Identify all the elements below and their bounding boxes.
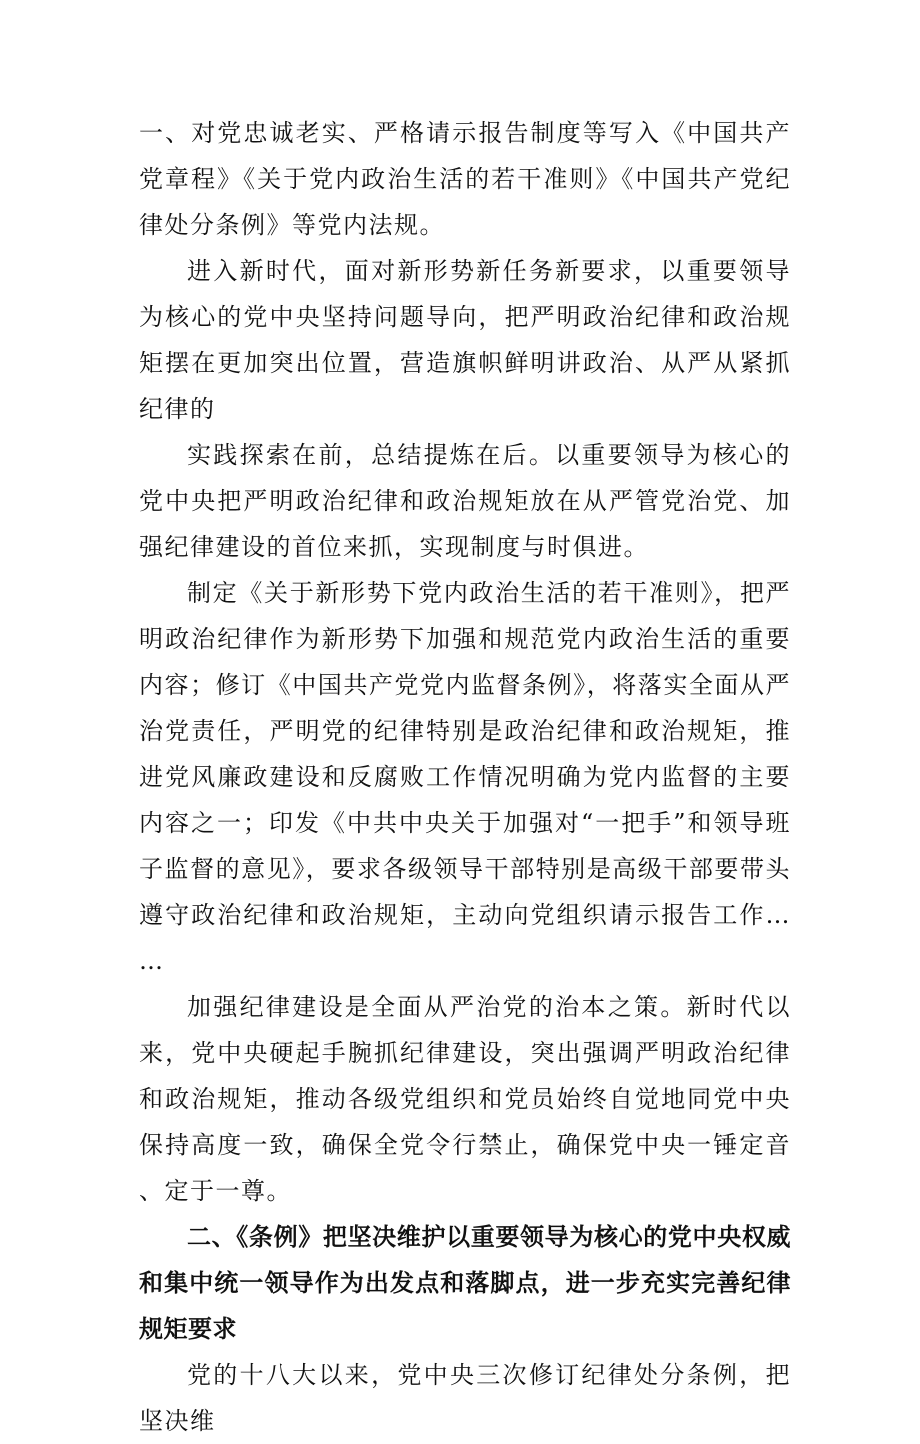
document-body [139, 110, 791, 1444]
paragraph-1: 一、对党忠诚老实、严格请示报告制度等写入《中国共产党章程》《关于党内政治生活的若干准则》《中国共产党纪律处分条例》等党内法规。 [139, 119, 791, 239]
paragraph-3: 实践探索在前，总结提炼在后。以重要领导为核心的党中央把严明政治纪律和政治规矩放在从严管党治党、加强纪律建设的首位来抓，实现制度与时俱进。 [139, 441, 791, 561]
paragraph-2: 进入新时代，面对新形势新任务新要求，以重要领导为核心的党中央坚持问题导向，把严明政治纪律和政治规矩摆在更加突出位置，营造旗帜鲜明讲政治、从严从紧抓纪律的 [139, 257, 791, 423]
paragraph-6: 党的十八大以来，党中央三次修订纪律处分条例，把坚决维 [139, 1361, 791, 1435]
paragraph-4: 制定《关于新形势下党内政治生活的若干准则》，把严明政治纪律作为新形势下加强和规范党内政治生活的重要内容；修订《中国共产党党内监督条例》，将落实全面从严治党责任，严明党的纪律特别是政治纪律和政治规矩，推进党风廉政建设和反腐败工作情况明确为党内监督的主要内容之一；印发《中共中央关于加强对“一把手”和领导班子监督的意见》，要求各级领导干部特别是高级干部要带头遵守政治纪律和政治规矩，主动向党组织请示报告工作…… [139, 579, 791, 975]
paragraph-5: 加强纪律建设是全面从严治党的治本之策。新时代以来，党中央硬起手腕抓纪律建设，突出强调严明政治纪律和政治规矩，推动各级党组织和党员始终自觉地同党中央保持高度一致，确保全党令行禁止，确保党中央一锤定音、定于一尊。 [139, 993, 791, 1205]
section-heading-2: 二、《条例》把坚决维护以重要领导为核心的党中央权威和集中统一领导作为出发点和落脚点，进一步充实完善纪律规矩要求 [139, 1223, 791, 1343]
